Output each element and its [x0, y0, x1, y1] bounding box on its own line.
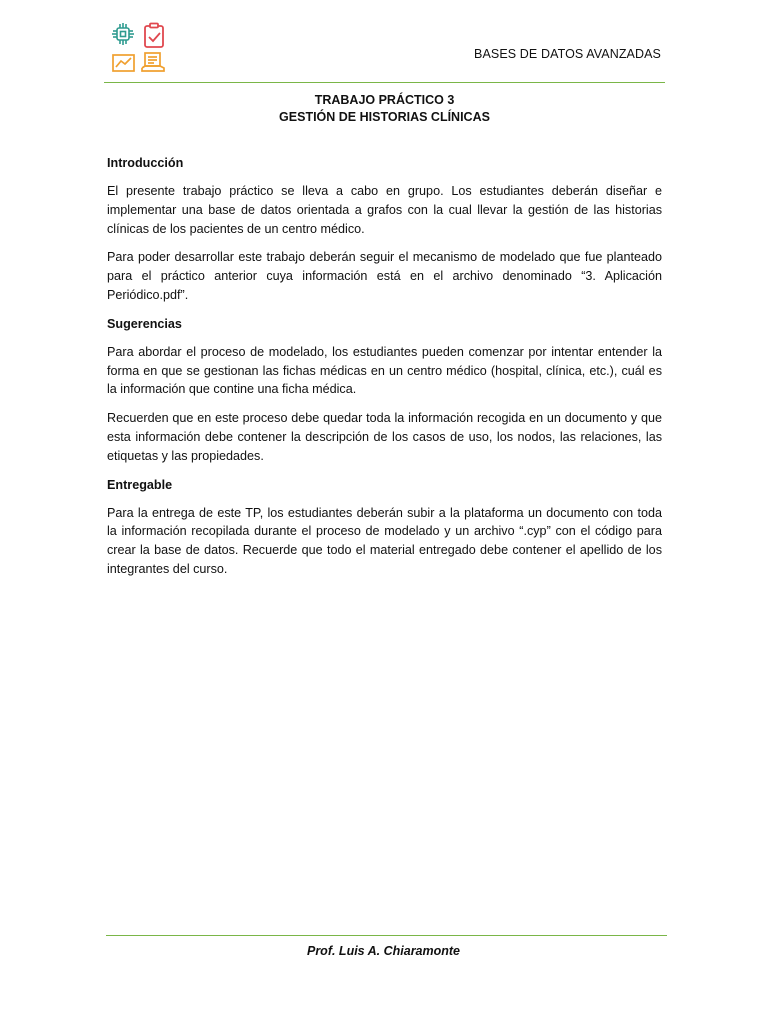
title-line-1: TRABAJO PRÁCTICO 3: [314, 93, 455, 107]
paragraph: Recuerden que en este proceso debe quedar toda la información recogida en un documento y que esta información debe contener la descripción de los casos de uso, los nodos, las relaciones, las etiquetas y las propiedades.: [107, 411, 662, 463]
header-divider: [104, 82, 665, 83]
clipboard-check-icon: [145, 24, 163, 48]
section-heading-introduccion: Introducción: [107, 156, 184, 170]
footer-divider: [106, 935, 667, 936]
section-heading-sugerencias: Sugerencias: [107, 316, 182, 331]
section-heading-entregable: Entregable: [107, 477, 173, 492]
course-name: BASES DE DATOS AVANZADAS: [474, 47, 661, 61]
title-line-2: GESTIÓN DE HISTORIAS CLÍNICAS: [279, 110, 490, 124]
line-chart-icon: [113, 55, 134, 71]
circuit-chip-icon: [112, 23, 134, 45]
page-header: [104, 20, 665, 82]
paragraph: Para la entrega de este TP, los estudiantes deberán subir a la plataforma un documento con toda la información recopilada durante el proceso de modelado y un archivo “.cyp” con el código para crear la base de datos. Recuerde que todo el material entregado debe contener el apellido de los integrantes del curso.: [107, 505, 662, 576]
paragraph: Para poder desarrollar este trabajo deberán seguir el mecanismo de modelado que fue planteado para el práctico anterior cuya información está en el archivo denominado “3. Aplicación Periódico.pdf”.: [107, 250, 662, 302]
paragraph: Para abordar el proceso de modelado, los estudiantes pueden comenzar por intentar entender la forma en que se gestionan las fichas médicas en un centro médico (hospital, clínica, etc.), cuál es la información que contine una ficha médica.: [107, 344, 662, 397]
paragraph: El presente trabajo práctico se lleva a cabo en grupo. Los estudiantes deberán diseñar e implementar una base de datos orientada a grafos con la cual llevar la gestión de las historias clínicas de los pacientes de un centro médico.: [107, 184, 662, 236]
course-logo: [112, 22, 168, 74]
footer-author: Prof. Luis A. Chiaramonte: [306, 944, 461, 958]
document-body: [107, 154, 662, 589]
document-title: [104, 92, 665, 126]
laptop-icon: [142, 53, 164, 71]
